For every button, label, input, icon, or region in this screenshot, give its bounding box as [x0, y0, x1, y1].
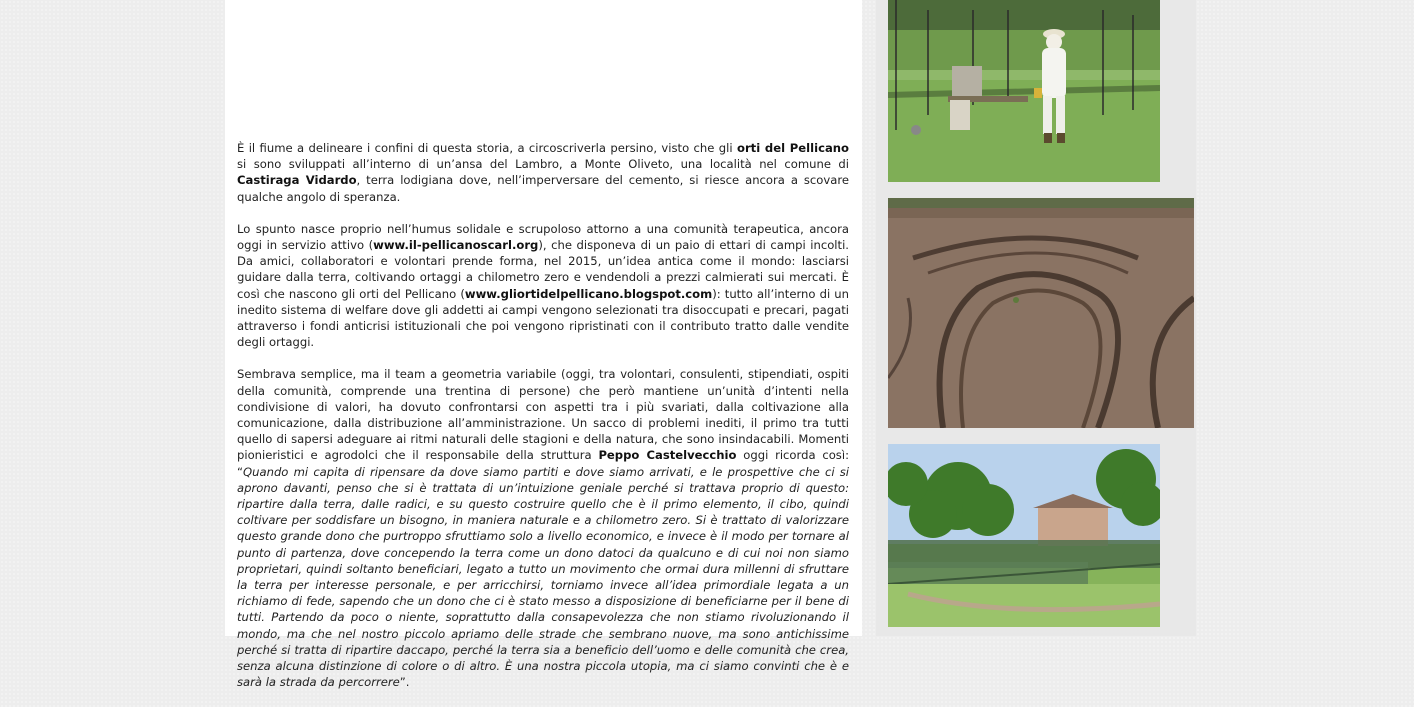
text-span: È il fiume a delineare i confini di questa storia, a circoscriverla persino, visto che gli [237, 141, 737, 155]
link-gliortidelpellicano[interactable]: www.gliortidelpellicano.blogspot.com [464, 286, 713, 301]
bold-orti-del-pellicano: orti del Pellicano [736, 141, 849, 155]
beekeeper-photo[interactable] [888, 0, 1160, 182]
sidebar-gallery [876, 0, 1196, 636]
text-span: ”. [399, 675, 410, 690]
bold-peppo-castelvecchio: Peppo Castelvecchio [598, 448, 737, 463]
link-pellicanoscarl[interactable]: www.il-pellicanoscarl.org [373, 238, 539, 253]
text-span: si sono sviluppati all’interno di un’ansa del Lambro, a Monte Oliveto, una località nel comune di [237, 157, 849, 172]
text-span: ): tutto all’interno di un inedito sistema di welfare dove gli addetti ai campi vengono selezionati tra disoccupati e precari, pagati attraverso i fondi anticrisi istituzionali che poi vengono ripristinati con il contributo tratto dalle vendite degli ortaggi. [237, 286, 850, 350]
text-span: ), che disponeva di un paio di ettari di campi incolti. Da amici, collaboratori e volontari prende forma, nel 2015, un’idea antica come il mondo: lasciarsi guidare dalla terra, coltivando ortaggi a chilometro zero e vendendoli a prezzi calmierati sui mercati. È così che nascono gli orti del Pellicano ( [237, 238, 849, 301]
italic-quote: Quando mi capita di ripensare da dove siamo partiti e dove siamo arrivati, e le prospettive che ci si aprono davanti, penso che si è trattata di un’intuizione geniale perché si trattava proprio di questo: ripartire dalla terra, dalle radici, e su questo costruire quello che è il primo elemento, il cibo, quindi coltivare per soddisfare un bisogno, in maniera naturale e a chilometro zero. Si è trattato di valorizzare questo grande dono che purtroppo sfruttiamo solo a livello economico, e invece è il modo per tornare al punto di partenza, dove concependo la terra come un dono datoci da qualcuno e di cui noi non siamo proprietari, quindi soltanto beneficiari, legato a tutto un movimento che ormai dura millenni di sfruttare la terra per interesse personale, e per arricchirsi, torniamo invece all’idea primordiale legata a un richiamo di fede, sapendo che un dono che ci è stato messo a disposizione di beneficiarne per il bene di tutti. Partendo da poco o niente, soprattutto dalla consapevolezza che non stiamo rivoluzionando il mondo, ma che nel nostro piccolo apriamo delle strade che sembrano nuove, ma sono antichissime perché si tratta di ripartire daccapo, perché la terra sia a beneficio dell’uomo e delle comunità che crea, senza alcuna distinzione di colore o di altro. È una nostra piccola utopia, ma ci siamo convinti che è e sarà la strada da percorrere [237, 464, 849, 690]
text-span: , terra lodigiana dove, nell’imperversare del cemento, si riesce ancora a scovare qualche angolo di speranza. [237, 173, 849, 204]
plowed-field-photo[interactable] [888, 198, 1194, 428]
article-body [237, 140, 849, 707]
text-span: oggi ricorda così: “ [237, 448, 849, 479]
text-span: Lo spunto nasce proprio nell’humus solidale e scrupoloso attorno a una comunità terapeutica, ancora oggi in servizio attivo ( [237, 221, 849, 253]
paragraph-1 [237, 140, 849, 205]
text-span: Sembrava semplice, ma il team a geometria variabile (oggi, tra volontari, consulenti, stipendiati, ospiti della comunità, comprende una trentina di persone) che però mantiene un’unità d’intenti nella condivisione di valori, ha dovuto confrontarsi con aspetti tra i più svariati, dalla coltivazione alla comunicazione, dalla distribuzione all’amministrazione. Un sacco di problemi inediti, il primo tra tutti quello di sapersi adeguare ai ritmi naturali delle stagioni e della natura, che sono insindacabili. Momenti pionieristici e agrodolci che il responsabile della struttura [237, 367, 849, 463]
article-column [225, 0, 862, 690]
paragraph-3 [237, 366, 849, 690]
bold-castiraga-vidardo: Castiraga Vidardo [237, 173, 357, 188]
fenced-garden-photo[interactable] [888, 444, 1160, 627]
paragraph-2 [237, 221, 849, 351]
